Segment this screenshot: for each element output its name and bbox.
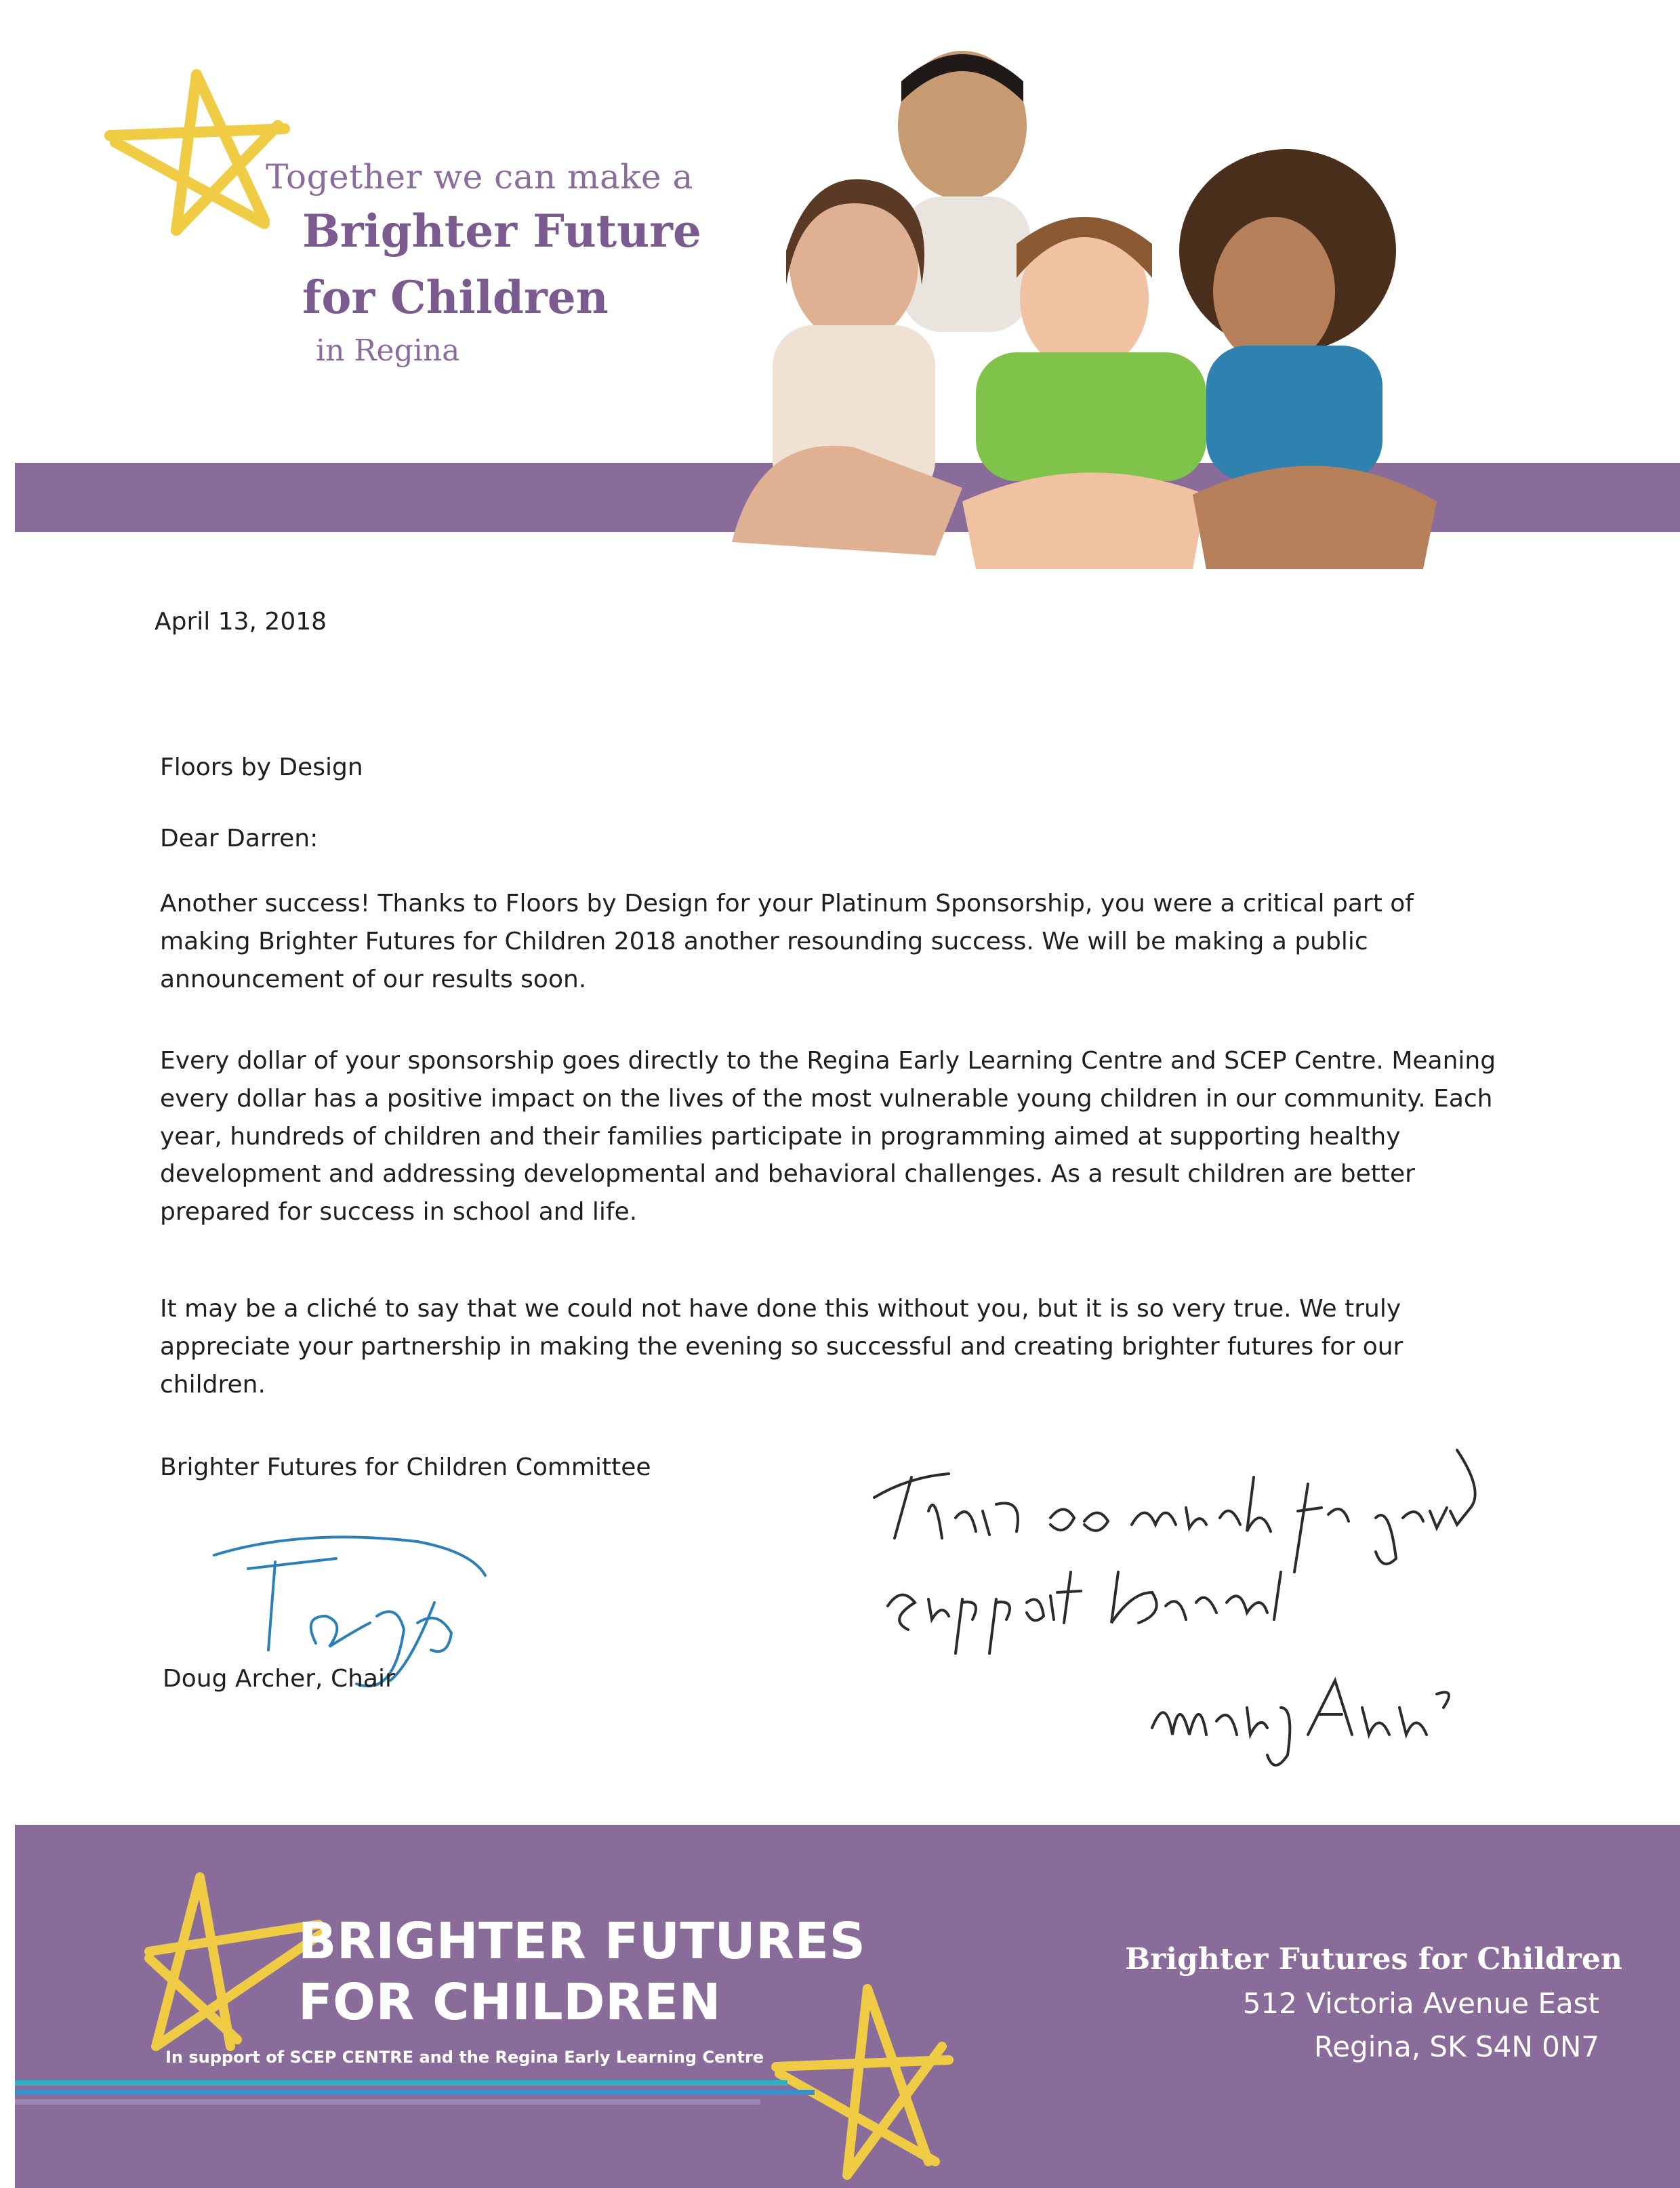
footer-stripe-purple — [15, 2099, 760, 2105]
footer-stripe-teal — [15, 2080, 787, 2086]
footer-address-line-1: 512 Victoria Avenue East — [1242, 1987, 1599, 2020]
footer-org-name: Brighter Futures for Children — [1125, 1942, 1622, 1977]
signer-name: Doug Archer, Chair — [163, 1665, 395, 1693]
yellow-star-icon — [766, 1979, 956, 2182]
salutation: Dear Darren: — [160, 825, 319, 852]
letter-paragraph-2: Every dollar of your sponsorship goes directly to the Regina Early Learning Centre and SCEP Centre. Meaning every dollar has a positive impact on the lives of the most vulnerable young children in our community. Each year, hundreds of children and their families participate in programming aimed at supporting healthy development and addressing developmental and behavioral challenges. As a result children are better prepared for success in school and life. — [160, 1047, 1496, 1226]
tagline-location: in Regina — [316, 333, 460, 368]
footer-address-line-2: Regina, SK S4N 0N7 — [1313, 2030, 1599, 2063]
tagline-headline-1: Brighter Future — [302, 205, 701, 257]
footer-logo-line-2: FOR CHILDREN — [298, 1973, 722, 2031]
handwritten-note — [847, 1437, 1498, 1775]
tagline-line-1: Together we can make a — [266, 157, 693, 197]
letter-closing: Brighter Futures for Children Committee — [160, 1453, 651, 1481]
recipient-name: Floors by Design — [160, 754, 363, 781]
letter-paragraph-1: Another success! Thanks to Floors by Design for your Platinum Sponsorship, you were a critical part of making Brighter Futures for Children 2018 another resounding success. We will be making a public announcement of our results soon. — [160, 890, 1414, 993]
footer-logo-line-1: BRIGHTER FUTURES — [298, 1912, 866, 1970]
tagline-headline-2: for Children — [302, 271, 609, 324]
letter-paragraph-3: It may be a cliché to say that we could not have done this without you, but it is so very true. We truly appreciate your partnership in making the evening so successful and creating brighter futures for our children. — [160, 1295, 1404, 1399]
children-photo — [678, 27, 1532, 569]
letter-date: April 13, 2018 — [155, 608, 327, 636]
footer-stripe-blue — [15, 2090, 815, 2095]
footer-support-line: In support of SCEP CENTRE and the Regina Early Learning Centre — [165, 2048, 764, 2067]
